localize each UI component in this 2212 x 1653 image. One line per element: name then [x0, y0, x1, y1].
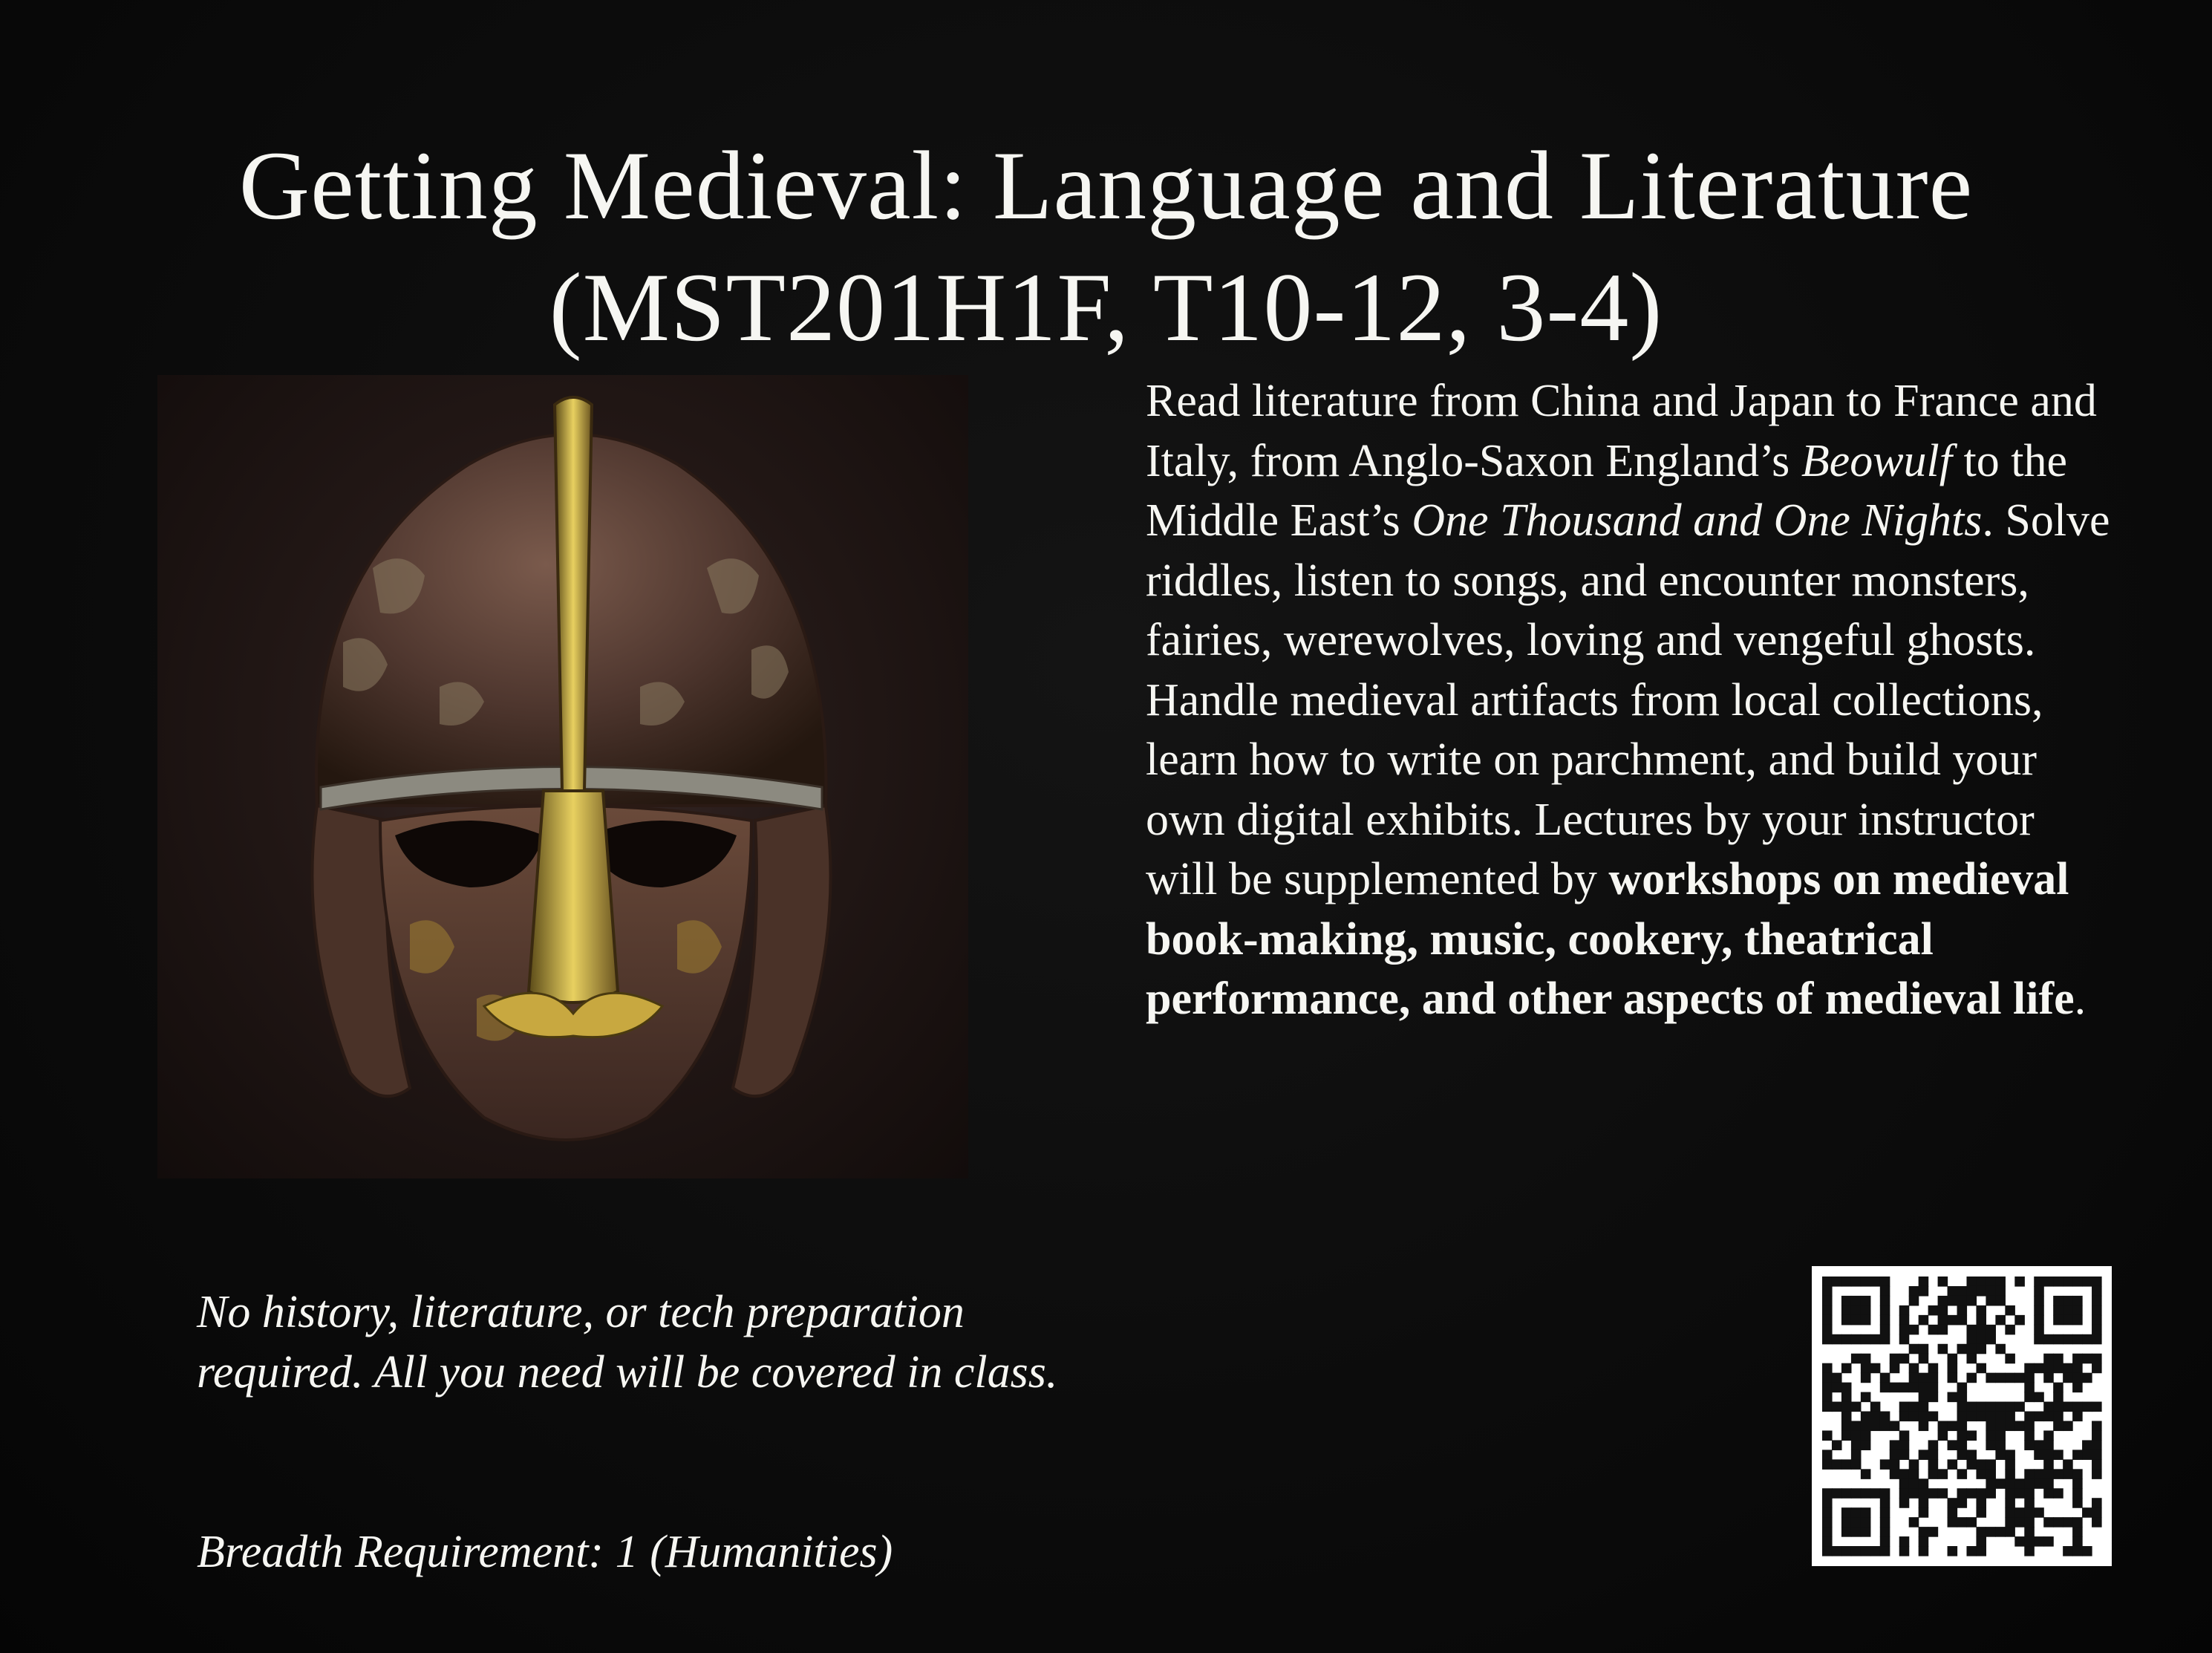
title-line-1: Getting Medieval: Language and Literature: [238, 131, 1974, 241]
helmet-photo: [157, 375, 968, 1178]
workshops-highlight: workshops on medieval book-making, music, cookery, theatrical performance, and other aspects of medieval life: [1146, 854, 2075, 1024]
one-thousand-nights-title: One Thousand and One Nights: [1412, 495, 1983, 546]
description-text-2: to the Middle East’s: [1146, 435, 2067, 546]
helmet-illustration: [157, 375, 968, 1178]
preparation-note: No history, literature, or tech preparation required. All you need will be covered in class.: [197, 1287, 1058, 1398]
description-text-1: Read literature from China and Japan to France and Italy, from Anglo-Saxon England’s: [1146, 376, 2097, 486]
title-line-2: (MST201H1F, T10-12, 3-4): [549, 252, 1663, 362]
description-end: .: [2074, 974, 2087, 1024]
breadth-requirement: Breadth Requirement: 1 (Humanities): [197, 1527, 893, 1577]
beowulf-title: Beowulf: [1801, 435, 1953, 486]
course-description: [1146, 371, 2111, 1029]
description-text-3: . Solve riddles, listen to songs, and encounter monsters, fairies, werewolves, loving and vengeful ghosts. Handle medieval artifacts from local collections, learn how to write on parchment, and build your own digital exhibits. Lectures by your instructor will be supplemented by: [1146, 495, 2110, 904]
qr-code-graphic: [1812, 1266, 2112, 1566]
poster-title: [0, 125, 2212, 368]
qr-code-icon[interactable]: [1812, 1266, 2112, 1566]
